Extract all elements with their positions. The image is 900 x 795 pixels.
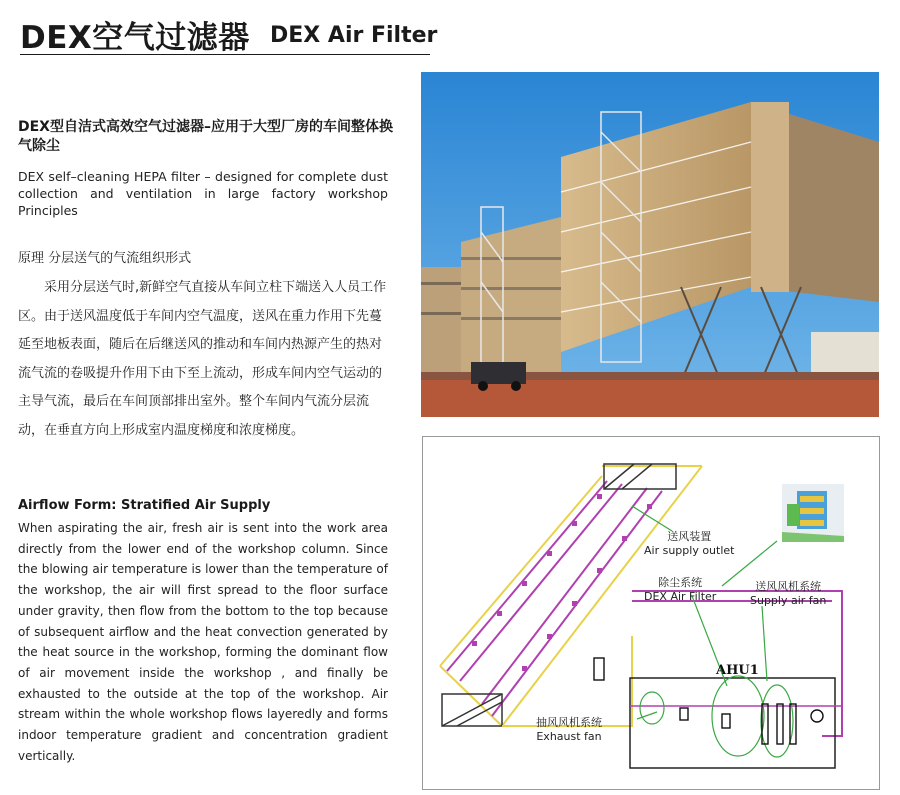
principle-heading-cn: 原理 分层送气的气流组织形式 <box>18 251 192 266</box>
airflow-schematic <box>422 436 880 790</box>
exhaust-fan-label-cn: 抽风风机系统 <box>536 716 602 729</box>
airflow-heading-en: Airflow Form: Stratified Air Supply <box>18 498 271 513</box>
dex-filter-label-en: DEX Air Filter <box>644 590 717 603</box>
supply-fan-label-cn: 送风风机系统 <box>755 580 822 593</box>
principle-body-cn: 采用分层送气时,新鲜空气直接从车间立柱下端送入人员工作区。由于送风温度低于车间内空气温度，送风在重力作用下先蔓延至地板表面，随后在后继送风的推动和车间内热源产生的热对流气流的卷吸提升作用下由下至上流动，形成车间内空气运动的主导气流，最后在车间顶部排出室外。整个车间内气流分层流动，在垂直方向上形成室内温度梯度和浓度梯度。 <box>18 280 387 438</box>
factory-photo <box>421 72 879 417</box>
page-subtitle: DEX Air Filter <box>270 23 438 48</box>
air-supply-outlet-label-cn: 送风装置 <box>667 530 712 543</box>
exhaust-fan-label-en: Exhaust fan <box>536 730 602 743</box>
dex-filter-label-cn: 除尘系统 <box>658 576 703 589</box>
air-supply-outlet-label-en: Air supply outlet <box>644 544 735 557</box>
intro-heading-cn: DEX型自洁式高效空气过滤器–应用于大型厂房的车间整体换气除尘 <box>18 119 393 154</box>
header-rule <box>20 54 430 55</box>
supply-fan-label-en: Supply air fan <box>750 594 827 607</box>
airflow-body-en: When aspirating the air, fresh air is sent into the work area directly from the lower end of the workshop column. Since the blowing air temperature is lower than the temperature of the workshop, the air will first spread to the floor surface under gravity, then flow from the bottom to the top because of subsequent airflow and the heat convection generated by the heat source in the workshop, forming the dominant flow of air movement inside the workshop , and finally be exhausted to the outside at the top of the workshop. Air stream within the whole workshop flows layeredly and forms indoor temperature gradient and concentration gradient vertically. <box>18 521 388 763</box>
ahu-label: AHU1 <box>716 663 759 678</box>
intro-heading-en: DEX self–cleaning HEPA filter – designed for complete dust collection and ventilation in large factory workshop Principles <box>18 169 388 218</box>
page-title: DEX空气过滤器 <box>20 20 250 56</box>
